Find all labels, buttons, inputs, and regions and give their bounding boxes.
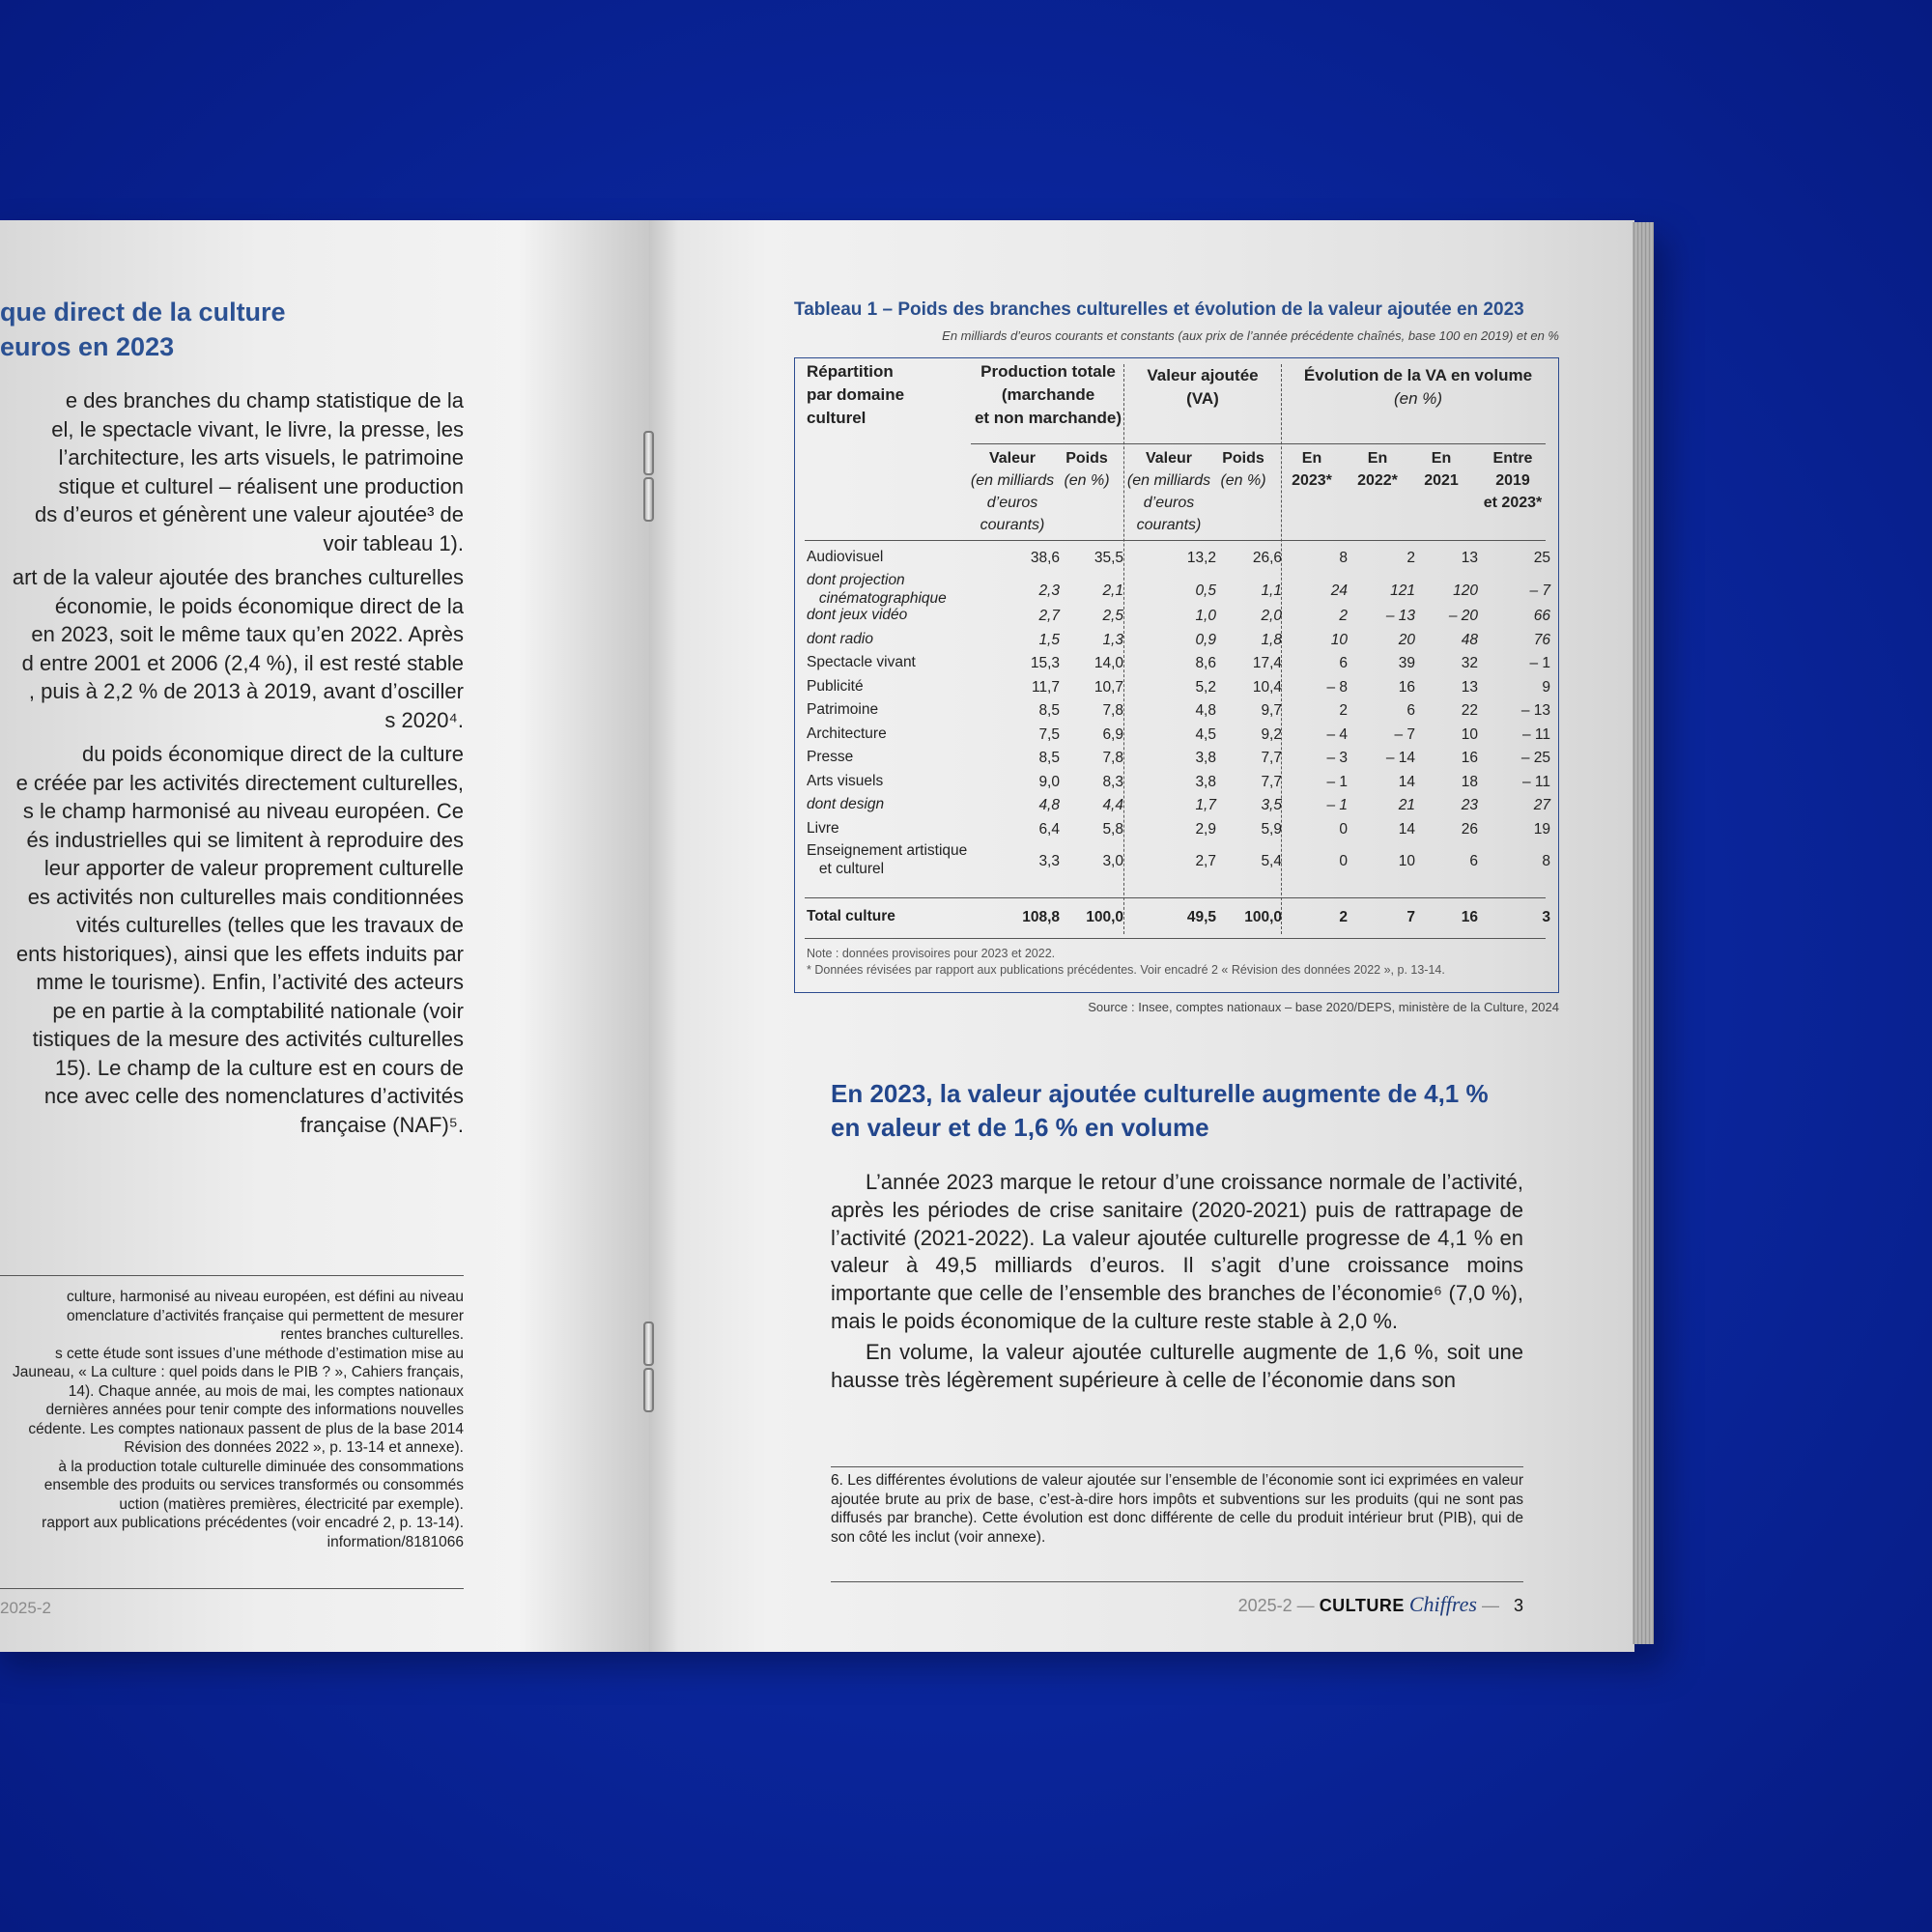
- row-value-col-1: 2,3: [1038, 582, 1060, 599]
- subhead-en-2022: En 2022*: [1357, 450, 1398, 489]
- left-bottom-rule: [0, 1588, 464, 1589]
- row-value-col-4: 26,6: [1252, 550, 1282, 566]
- staple-bottom-upper: [643, 1321, 654, 1366]
- row-value-col-4: 1,8: [1261, 631, 1282, 648]
- table-row: [807, 677, 1550, 700]
- row-label: dont projection cinématographique: [807, 572, 947, 607]
- row-value-col-6: 14: [1398, 820, 1415, 838]
- row-value-col-8: 8: [1542, 853, 1550, 869]
- row-value-col-4: 100,0: [1244, 909, 1282, 925]
- right-bottom-rule: [831, 1581, 1523, 1582]
- subhead-prod-valeur: [969, 447, 1056, 536]
- table-subtitle: En milliards d’euros courants et constants (aux prix de l’année précédente chaînés, base 100 en 2019) et en %: [942, 328, 1559, 343]
- table-row: [807, 724, 1550, 748]
- table-source: Source : Insee, comptes nationaux – base 2020/DEPS, ministère de la Culture, 2024: [1088, 1000, 1559, 1014]
- row-value-col-1: 108,8: [1022, 909, 1060, 925]
- row-value-col-3: 1,0: [1195, 608, 1216, 624]
- header-repartition: Répartition par domaine culturel: [807, 362, 905, 427]
- row-value-col-8: – 13: [1520, 702, 1550, 719]
- right-paragraph-1: L’année 2023 marque le retour d’une croissance normale de l’activité, après les périodes de crise sanitaire (2020-2021) puis de rattrapage de l’activité (2021-2022). La valeur ajoutée culturelle progresse de 4,1 % en valeur à 49,5 milliards d’euros. Il s’agit d’une croissance moins importante que celle de l’ensemble des branches de l’économie⁶ (7,0 %), mais le poids économique de la culture reste stable à 2,0 %.: [831, 1170, 1523, 1333]
- row-value-col-4: 10,4: [1252, 678, 1282, 696]
- table-row: [807, 772, 1550, 795]
- row-value-col-7: 26: [1461, 820, 1478, 838]
- row-value-col-5: 6: [1339, 655, 1348, 671]
- header-rule: [971, 443, 1546, 444]
- row-value-col-2: 2,5: [1102, 608, 1123, 624]
- row-value-col-4: 9,2: [1261, 725, 1282, 743]
- row-value-col-5: 8: [1339, 550, 1348, 566]
- page-edges: [1633, 222, 1654, 1644]
- subhead-va-valeur-unit: (en milliards d’euros courants): [1126, 472, 1211, 533]
- row-value-col-3: 4,8: [1195, 702, 1216, 719]
- left-footnotes: culture, harmonisé au niveau européen, est défini au niveau omenclature d’activités française qui permettent de mesurer rentes branches culturelles. s cette étude sont issues d’une méthode d’estimation mise au Jauneau, « La culture : quel poids dans le PIB ? », Cahiers français, 14). Chaque année, au mois de mai, les comptes nationaux dernières années pour tenir compte des informations nouvelles cédente. Les comptes nationaux passent de plus de la base 2014 Révision des données 2022 », p. 13-14 et annexe). à la production totale culturelle diminuée des consommations ensemble des produits ou services transformés ou consommés uction (matières premières, électricité par exemple). rapport aux publications précédentes (voir encadré 2, p. 13-14). information/8181066: [12, 1289, 464, 1550]
- row-value-col-4: 5,9: [1261, 820, 1282, 838]
- row-value-col-8: 19: [1533, 820, 1550, 838]
- row-label: Enseignement artistique et culturel: [807, 842, 968, 877]
- subhead-prod-valeur-label: Valeur: [988, 450, 1037, 467]
- left-paragraph-3: du poids économique direct de la culture e créée par les activités directement culturelles, s le champ harmonisé au niveau européen. Ce és industrielles qui se limitent à reproduire des leur apporter de valeur proprement culturelle es activités non culturelles mais conditionnées vités culturelles (telles que les travaux de ents historiques), ainsi que les effets induits par mme le tourisme). Enfin, l’activité des acteurs pe en partie à la comptabilité nationale (voir tistiques de la mesure des activités culturelles 15). Le champ de la culture est en cours de nce avec celle des nomenclatures d’activités française (NAF)⁵.: [15, 742, 464, 1137]
- row-label: Presse: [807, 749, 854, 765]
- row-value-col-5: 2: [1339, 909, 1348, 925]
- row-value-col-8: 3: [1542, 909, 1550, 925]
- row-value-col-4: 17,4: [1252, 655, 1282, 671]
- row-value-col-1: 8,5: [1038, 702, 1060, 719]
- row-label: Livre: [807, 819, 839, 837]
- row-value-col-6: 16: [1398, 678, 1415, 696]
- row-value-col-2: 100,0: [1086, 909, 1123, 925]
- row-value-col-2: 14,0: [1094, 655, 1123, 671]
- row-value-col-8: 25: [1533, 550, 1550, 566]
- row-value-col-5: – 1: [1326, 797, 1348, 813]
- row-value-col-2: 4,4: [1102, 797, 1123, 813]
- row-value-col-2: 10,7: [1094, 678, 1123, 696]
- right-footnote-rule: [831, 1466, 1523, 1467]
- table-row: [807, 841, 1550, 880]
- right-page-footer: [831, 1592, 1523, 1617]
- row-value-col-8: – 11: [1521, 773, 1550, 790]
- subhead-prod-poids-label: Poids: [1065, 450, 1108, 467]
- table-row: [807, 606, 1550, 629]
- row-value-col-6: 39: [1398, 655, 1415, 671]
- row-value-col-1: 6,4: [1038, 820, 1060, 838]
- row-value-col-7: 18: [1461, 773, 1478, 790]
- row-value-col-6: 20: [1398, 631, 1415, 648]
- row-value-col-5: 2: [1339, 608, 1348, 624]
- row-value-col-3: 3,8: [1195, 750, 1216, 766]
- row-value-col-6: – 14: [1385, 750, 1415, 766]
- staple-top-lower: [643, 477, 654, 522]
- right-page-body: [831, 1169, 1523, 1397]
- left-page-body: [0, 386, 464, 1145]
- footer-issue: 2025-2 —: [1237, 1596, 1315, 1615]
- right-footnote: 6. Les différentes évolutions de valeur ajoutée sur l’ensemble de l’économie sont ici exprimées en valeur ajoutée brute au prix de base, c’est-à-dire hors impôts et subventions sur les produits (qui ne sont pas diffusés par branche). Cette évolution est donc différente de celle du produit intérieur brut (PIB), qui de son côté les inclut (voir annexe).: [831, 1472, 1523, 1546]
- header-evolution-label: Évolution de la VA en volume: [1303, 366, 1533, 384]
- row-value-col-5: 2: [1339, 702, 1348, 719]
- row-value-col-5: – 4: [1326, 725, 1348, 743]
- right-page: [649, 220, 1634, 1652]
- row-label: Publicité: [807, 677, 864, 695]
- row-value-col-6: 2: [1406, 550, 1415, 566]
- header-va: Valeur ajoutée (VA): [1147, 366, 1259, 408]
- row-value-col-6: 7: [1406, 909, 1415, 925]
- row-value-col-6: 14: [1398, 773, 1415, 790]
- row-value-col-3: 2,9: [1195, 820, 1216, 838]
- row-value-col-8: 76: [1533, 631, 1550, 648]
- footer-brand-culture: CULTURE: [1319, 1596, 1405, 1615]
- left-page-title: que direct de la culture euros en 2023: [0, 298, 286, 361]
- subhead-va-valeur-label: Valeur: [1145, 450, 1193, 467]
- footer-brand-chiffres: Chiffres: [1408, 1592, 1477, 1616]
- row-value-col-4: 1,1: [1261, 582, 1282, 599]
- row-value-col-7: 13: [1461, 550, 1478, 566]
- row-value-col-7: 120: [1453, 582, 1478, 599]
- staple-bottom-lower: [643, 1368, 654, 1412]
- table-row: [807, 819, 1550, 842]
- row-value-col-1: 3,3: [1038, 853, 1060, 869]
- row-value-col-5: 10: [1330, 631, 1348, 648]
- row-value-col-3: 4,5: [1195, 725, 1216, 743]
- row-value-col-7: 6: [1469, 853, 1478, 869]
- row-value-col-5: – 3: [1326, 750, 1348, 766]
- row-value-col-8: 66: [1533, 608, 1550, 624]
- row-value-col-1: 9,0: [1038, 773, 1060, 790]
- subhead-va-poids-unit: (en %): [1220, 472, 1266, 489]
- table-title: Tableau 1 – Poids des branches culturelles et évolution de la valeur ajoutée en 2023: [794, 299, 1524, 320]
- row-label: Patrimoine: [807, 701, 879, 718]
- row-value-col-7: 16: [1461, 750, 1478, 766]
- row-label: Arts visuels: [807, 772, 884, 789]
- row-value-col-8: – 25: [1520, 750, 1550, 766]
- table-row: [807, 700, 1550, 724]
- table-row: [807, 630, 1550, 653]
- row-value-col-7: 13: [1461, 678, 1478, 696]
- row-value-col-5: – 1: [1326, 773, 1348, 790]
- row-value-col-8: 9: [1542, 678, 1550, 696]
- row-value-col-2: 8,3: [1102, 773, 1123, 790]
- row-label: Spectacle vivant: [807, 654, 916, 670]
- row-value-col-3: 0,5: [1195, 582, 1216, 599]
- row-value-col-3: 0,9: [1195, 631, 1216, 648]
- row-value-col-3: 8,6: [1195, 655, 1216, 671]
- row-value-col-4: 3,5: [1261, 797, 1282, 813]
- table-row: [807, 795, 1550, 818]
- row-value-col-7: 22: [1461, 702, 1478, 719]
- row-value-col-4: 9,7: [1261, 702, 1282, 719]
- row-value-col-3: 49,5: [1186, 909, 1216, 925]
- row-value-col-7: 48: [1461, 631, 1478, 648]
- staple-top-upper: [643, 431, 654, 475]
- row-value-col-7: – 20: [1448, 608, 1478, 624]
- row-label: dont design: [807, 796, 885, 812]
- total-rule-bottom: [805, 938, 1546, 939]
- row-value-col-3: 3,8: [1195, 773, 1216, 790]
- subhead-va-valeur: [1125, 447, 1212, 536]
- subhead-entre-2019-2023: Entre 2019 et 2023*: [1483, 450, 1543, 511]
- row-value-col-1: 11,7: [1031, 678, 1060, 696]
- row-value-col-6: 6: [1406, 702, 1415, 719]
- row-value-col-2: 7,8: [1102, 750, 1123, 766]
- row-value-col-1: 1,5: [1038, 631, 1060, 648]
- row-value-col-2: 35,5: [1094, 550, 1123, 566]
- section-title: En 2023, la valeur ajoutée culturelle augmente de 4,1 % en valeur et de 1,6 % en volume: [831, 1079, 1489, 1142]
- row-value-col-8: 27: [1533, 797, 1550, 813]
- row-value-col-1: 2,7: [1038, 608, 1060, 624]
- data-table: [794, 357, 1559, 993]
- row-label: dont radio: [807, 630, 873, 647]
- row-value-col-8: – 7: [1529, 582, 1550, 599]
- subhead-va-poids: [1214, 447, 1272, 492]
- row-value-col-8: – 11: [1521, 725, 1550, 743]
- header-evolution-unit: (en %): [1393, 389, 1443, 408]
- row-value-col-5: 0: [1339, 853, 1348, 869]
- row-value-col-3: 1,7: [1195, 797, 1216, 813]
- row-value-col-8: – 1: [1529, 655, 1550, 671]
- table-notes: Note : données provisoires pour 2023 et 2022. * Données révisées par rapport aux publications précédentes. Voir encadré 2 « Révision des données 2022 », p. 13-14.: [807, 947, 1445, 977]
- subhead-prod-poids: [1058, 447, 1116, 492]
- subhead-va-poids-label: Poids: [1222, 450, 1264, 467]
- subhead-prod-valeur-unit: (en milliards d’euros courants): [970, 472, 1055, 533]
- row-value-col-5: 0: [1339, 820, 1348, 838]
- left-paragraph-2: art de la valeur ajoutée des branches culturelles économie, le poids économique direct de la en 2023, soit le même taux qu’en 2022. Après d entre 2001 et 2006 (2,4 %), il est resté stable , puis à 2,2 % de 2013 à 2019, avant d’osciller s 2020⁴.: [12, 565, 464, 732]
- row-value-col-7: 10: [1461, 725, 1478, 743]
- header-production: Production totale (marchande et non marchande): [974, 362, 1122, 427]
- total-rule-top: [805, 897, 1546, 898]
- footer-page-number: 3: [1513, 1596, 1523, 1615]
- subhead-en-2023: En 2023*: [1292, 450, 1332, 489]
- row-value-col-4: 2,0: [1261, 608, 1282, 624]
- table-row: [807, 653, 1550, 676]
- row-value-col-1: 8,5: [1038, 750, 1060, 766]
- row-value-col-2: 1,3: [1102, 631, 1123, 648]
- row-value-col-2: 2,1: [1102, 582, 1123, 599]
- row-value-col-4: 7,7: [1261, 750, 1282, 766]
- row-label: dont jeux vidéo: [807, 607, 908, 623]
- row-value-col-6: 121: [1390, 582, 1415, 599]
- subheader-rule: [805, 540, 1546, 541]
- header-evolution: [1283, 364, 1553, 411]
- table-row: [807, 548, 1550, 571]
- row-value-col-2: 5,8: [1102, 820, 1123, 838]
- right-paragraph-2: En volume, la valeur ajoutée culturelle augmente de 1,6 %, soit une hausse très légèrement supérieure à celle de l’économie dans son: [831, 1339, 1523, 1392]
- table-row: [807, 907, 1550, 930]
- row-value-col-5: – 8: [1326, 678, 1348, 696]
- row-value-col-1: 38,6: [1030, 550, 1060, 566]
- row-value-col-7: 23: [1461, 797, 1478, 813]
- row-value-col-3: 2,7: [1195, 853, 1216, 869]
- row-value-col-3: 5,2: [1195, 678, 1216, 696]
- left-paragraph-1: e des branches du champ statistique de la el, le spectacle vivant, le livre, la presse, les l’architecture, les arts visuels, le patrimoine stique et culturel – réalisent une production ds d’euros et génèrent une valeur ajoutée³ de voir tableau 1).: [35, 388, 464, 555]
- row-value-col-6: 21: [1398, 797, 1415, 813]
- row-value-col-1: 4,8: [1038, 797, 1060, 813]
- row-value-col-6: 10: [1398, 853, 1415, 869]
- row-value-col-7: 32: [1461, 655, 1478, 671]
- row-value-col-2: 7,8: [1102, 702, 1123, 719]
- row-label: Total culture: [807, 908, 895, 924]
- row-value-col-5: 24: [1330, 582, 1348, 599]
- row-value-col-3: 13,2: [1186, 550, 1216, 566]
- row-value-col-2: 3,0: [1102, 853, 1123, 869]
- row-label: Audiovisuel: [807, 549, 884, 565]
- left-page: [0, 220, 649, 1652]
- row-value-col-7: 16: [1461, 909, 1478, 925]
- row-value-col-4: 7,7: [1261, 773, 1282, 790]
- subhead-prod-poids-unit: (en %): [1064, 472, 1110, 489]
- footer-separator: —: [1481, 1596, 1499, 1615]
- row-label: Architecture: [807, 724, 887, 742]
- row-value-col-4: 5,4: [1261, 853, 1282, 869]
- row-value-col-1: 15,3: [1030, 655, 1060, 671]
- row-value-col-6: – 7: [1394, 725, 1415, 743]
- row-value-col-2: 6,9: [1102, 725, 1123, 743]
- row-value-col-1: 7,5: [1038, 725, 1060, 743]
- row-value-col-6: – 13: [1385, 608, 1415, 624]
- subhead-en-2021: En 2021: [1424, 450, 1459, 489]
- left-footnote-rule: [0, 1275, 464, 1276]
- left-page-number: 2025-2: [0, 1599, 51, 1617]
- table-row: [807, 748, 1550, 771]
- table-row: [807, 571, 1550, 610]
